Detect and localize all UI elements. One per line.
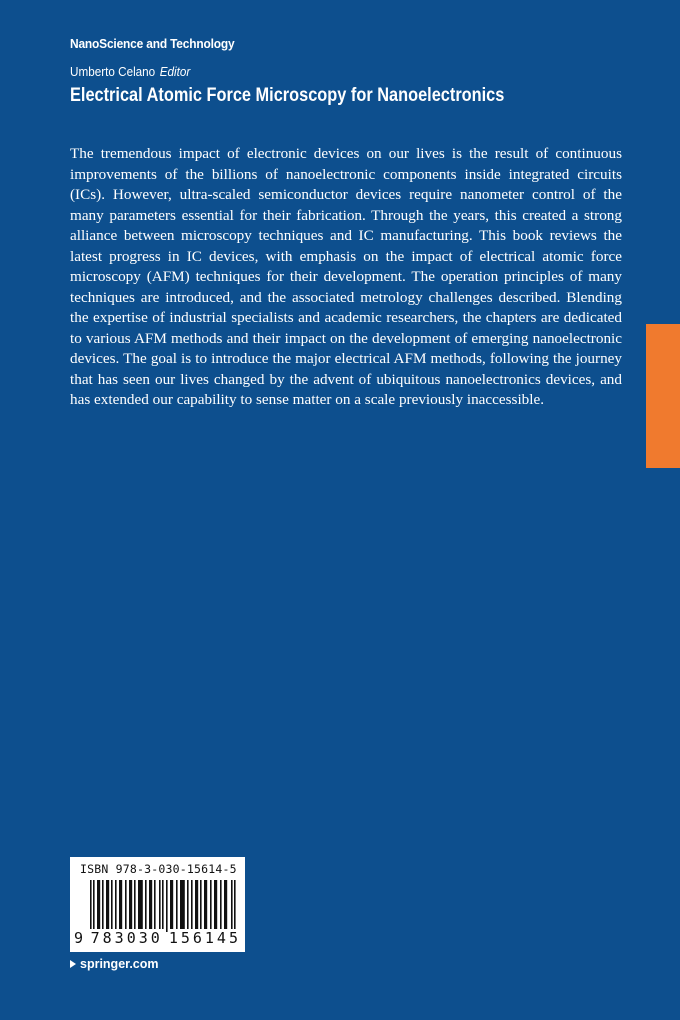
publisher-link-text: springer.com	[80, 957, 159, 971]
isbn-label: ISBN 978-3-030-15614-5	[80, 862, 237, 876]
book-title: Electrical Atomic Force Microscopy for Nanoelectronics	[70, 85, 505, 106]
editor-name: Umberto Celano	[70, 64, 156, 79]
barcode-digits	[74, 929, 242, 947]
barcode-lead-digit: 9	[74, 929, 84, 947]
barcode-digit-group-1: 783030	[90, 929, 163, 947]
editor-role: Editor	[159, 64, 191, 79]
book-blurb: The tremendous impact of electronic devices on our lives is the result of continuous improvements of the billions of nanoelectronic components inside integrated circuits (ICs). However, ultra-scaled semiconductor devices require nanometer control of the many parameters essential for their fabrication. Through the years, this created a strong alliance between microscopy techniques and IC manufacturing. This book reviews the latest progress in IC devices, with emphasis on the impact of electrical atomic force microscopy (AFM) techniques for their development. The operation principles of many techniques are introduced, and the associated metrology challenges described. Blending the expertise of industrial specialists and academic researchers, the chapters are dedicated to various AFM methods and their impact on the development of emerging nanoelectronic devices. The goal is to introduce the major electrical AFM methods, following the journey that has seen our lives changed by the advent of ubiquitous nanoelectronics devices, and has extended our capability to sense matter on a scale previously inaccessible.	[70, 145, 622, 408]
publisher-link[interactable]	[70, 957, 159, 971]
editor-line	[70, 64, 190, 79]
isbn-barcode	[70, 857, 245, 952]
play-arrow-icon	[70, 960, 76, 968]
orange-accent-tab	[646, 324, 680, 468]
barcode-digit-group-2: 156145	[168, 929, 241, 947]
series-name: NanoScience and Technology	[70, 36, 235, 51]
